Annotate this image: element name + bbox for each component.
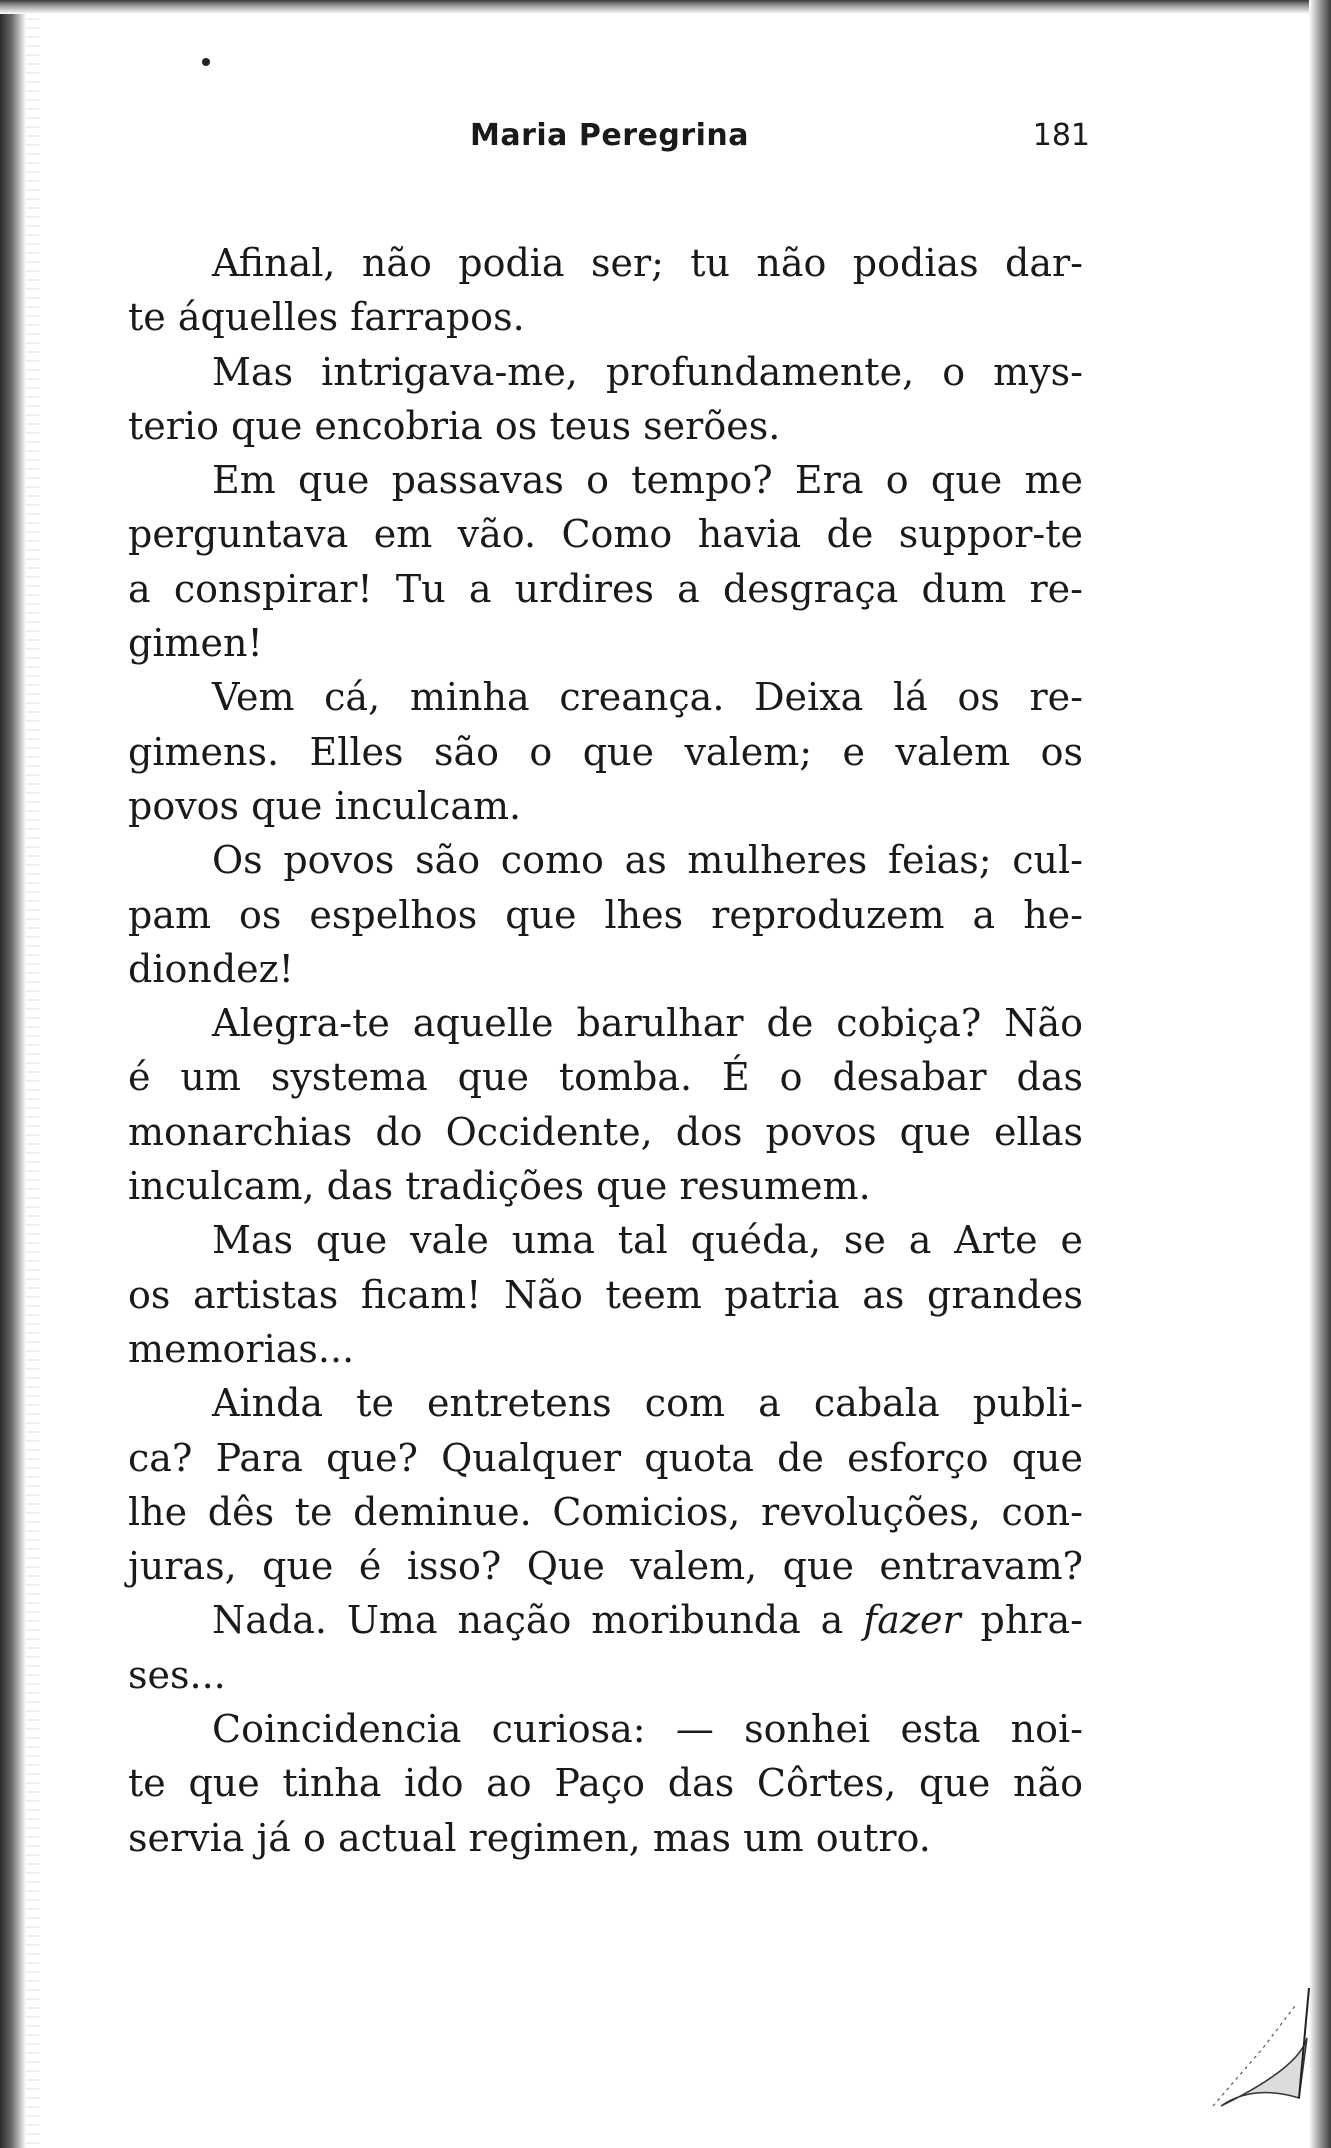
binding-edge-texture [26, 0, 40, 2148]
text-line: Em que passavas o tempo? Era o que me [212, 458, 1083, 503]
text-line [128, 1593, 1083, 1647]
italic-word: fazer [863, 1598, 961, 1643]
text-line: gimen! [128, 621, 263, 666]
text-line: terio que encobria os teus serões. [128, 403, 781, 448]
right-edge-shadow [1309, 0, 1331, 2148]
text-line: Mas que vale uma tal quéda, se a Arte e [212, 1218, 1083, 1263]
text-line: pam os espelhos que lhes reproduzem a he- [128, 892, 1083, 937]
text-line: servia já o actual regimen, mas um outro. [128, 1815, 931, 1860]
text-line: Vem cá, minha creança. Deixa lá os re- [212, 675, 1083, 720]
text-line: Mas intrigava-me, profundamente, o mys- [212, 349, 1083, 394]
text-line: é um systema que tomba. É o desabar das [128, 1055, 1083, 1100]
page-number: 181 [1032, 118, 1090, 153]
page-header [470, 118, 1090, 162]
text-line: te que tinha ido ao Paço das Côrtes, que não [128, 1761, 1083, 1806]
text-line: te áquelles farrapos. [128, 295, 525, 340]
text-line: juras, que é isso? Que valem, que entravam? [128, 1544, 1083, 1589]
text-line: a conspirar! Tu a urdires a desgraça dum re- [128, 566, 1083, 611]
page-corner-fold-icon [1203, 1988, 1313, 2108]
text-line: memorias... [128, 1326, 355, 1371]
top-edge-shadow [0, 0, 1331, 14]
ink-spot [202, 58, 210, 66]
text-line: Coincidencia curiosa: — sonhei esta noi- [212, 1707, 1083, 1752]
text-line: monarchias do Occidente, dos povos que ellas [128, 1109, 1083, 1154]
text-line: ses... [128, 1652, 226, 1697]
text-line: os artistas ficam! Não teem patria as grandes [128, 1272, 1083, 1317]
body-text [128, 236, 1083, 1865]
text-line: inculcam, das tradições que resumem. [128, 1164, 871, 1209]
text-line: diondez! [128, 946, 294, 991]
text-line: perguntava em vão. Como havia de suppor-te [128, 512, 1083, 557]
text-line: povos que inculcam. [128, 783, 522, 828]
book-binding-shadow [0, 0, 26, 2148]
text-line: Afinal, não podia ser; tu não podias dar- [212, 241, 1083, 285]
text-line: gimens. Elles são o que valem; e valem os [128, 729, 1083, 774]
text-line: Alegra-te aquelle barulhar de cobiça? Não [212, 1001, 1083, 1046]
text-segment: Nada. Uma nação moribunda a [212, 1598, 864, 1643]
text-segment: phra- [960, 1598, 1083, 1643]
text-line: lhe dês te deminue. Comicios, revoluções, con- [128, 1489, 1083, 1534]
text-line: Ainda te entretens com a cabala publi- [212, 1381, 1083, 1426]
text-line: Os povos são como as mulheres feias; cul- [212, 838, 1083, 883]
text-line: ca? Para que? Qualquer quota de esforço que [128, 1435, 1083, 1480]
running-title: Maria Peregrina [470, 118, 749, 153]
